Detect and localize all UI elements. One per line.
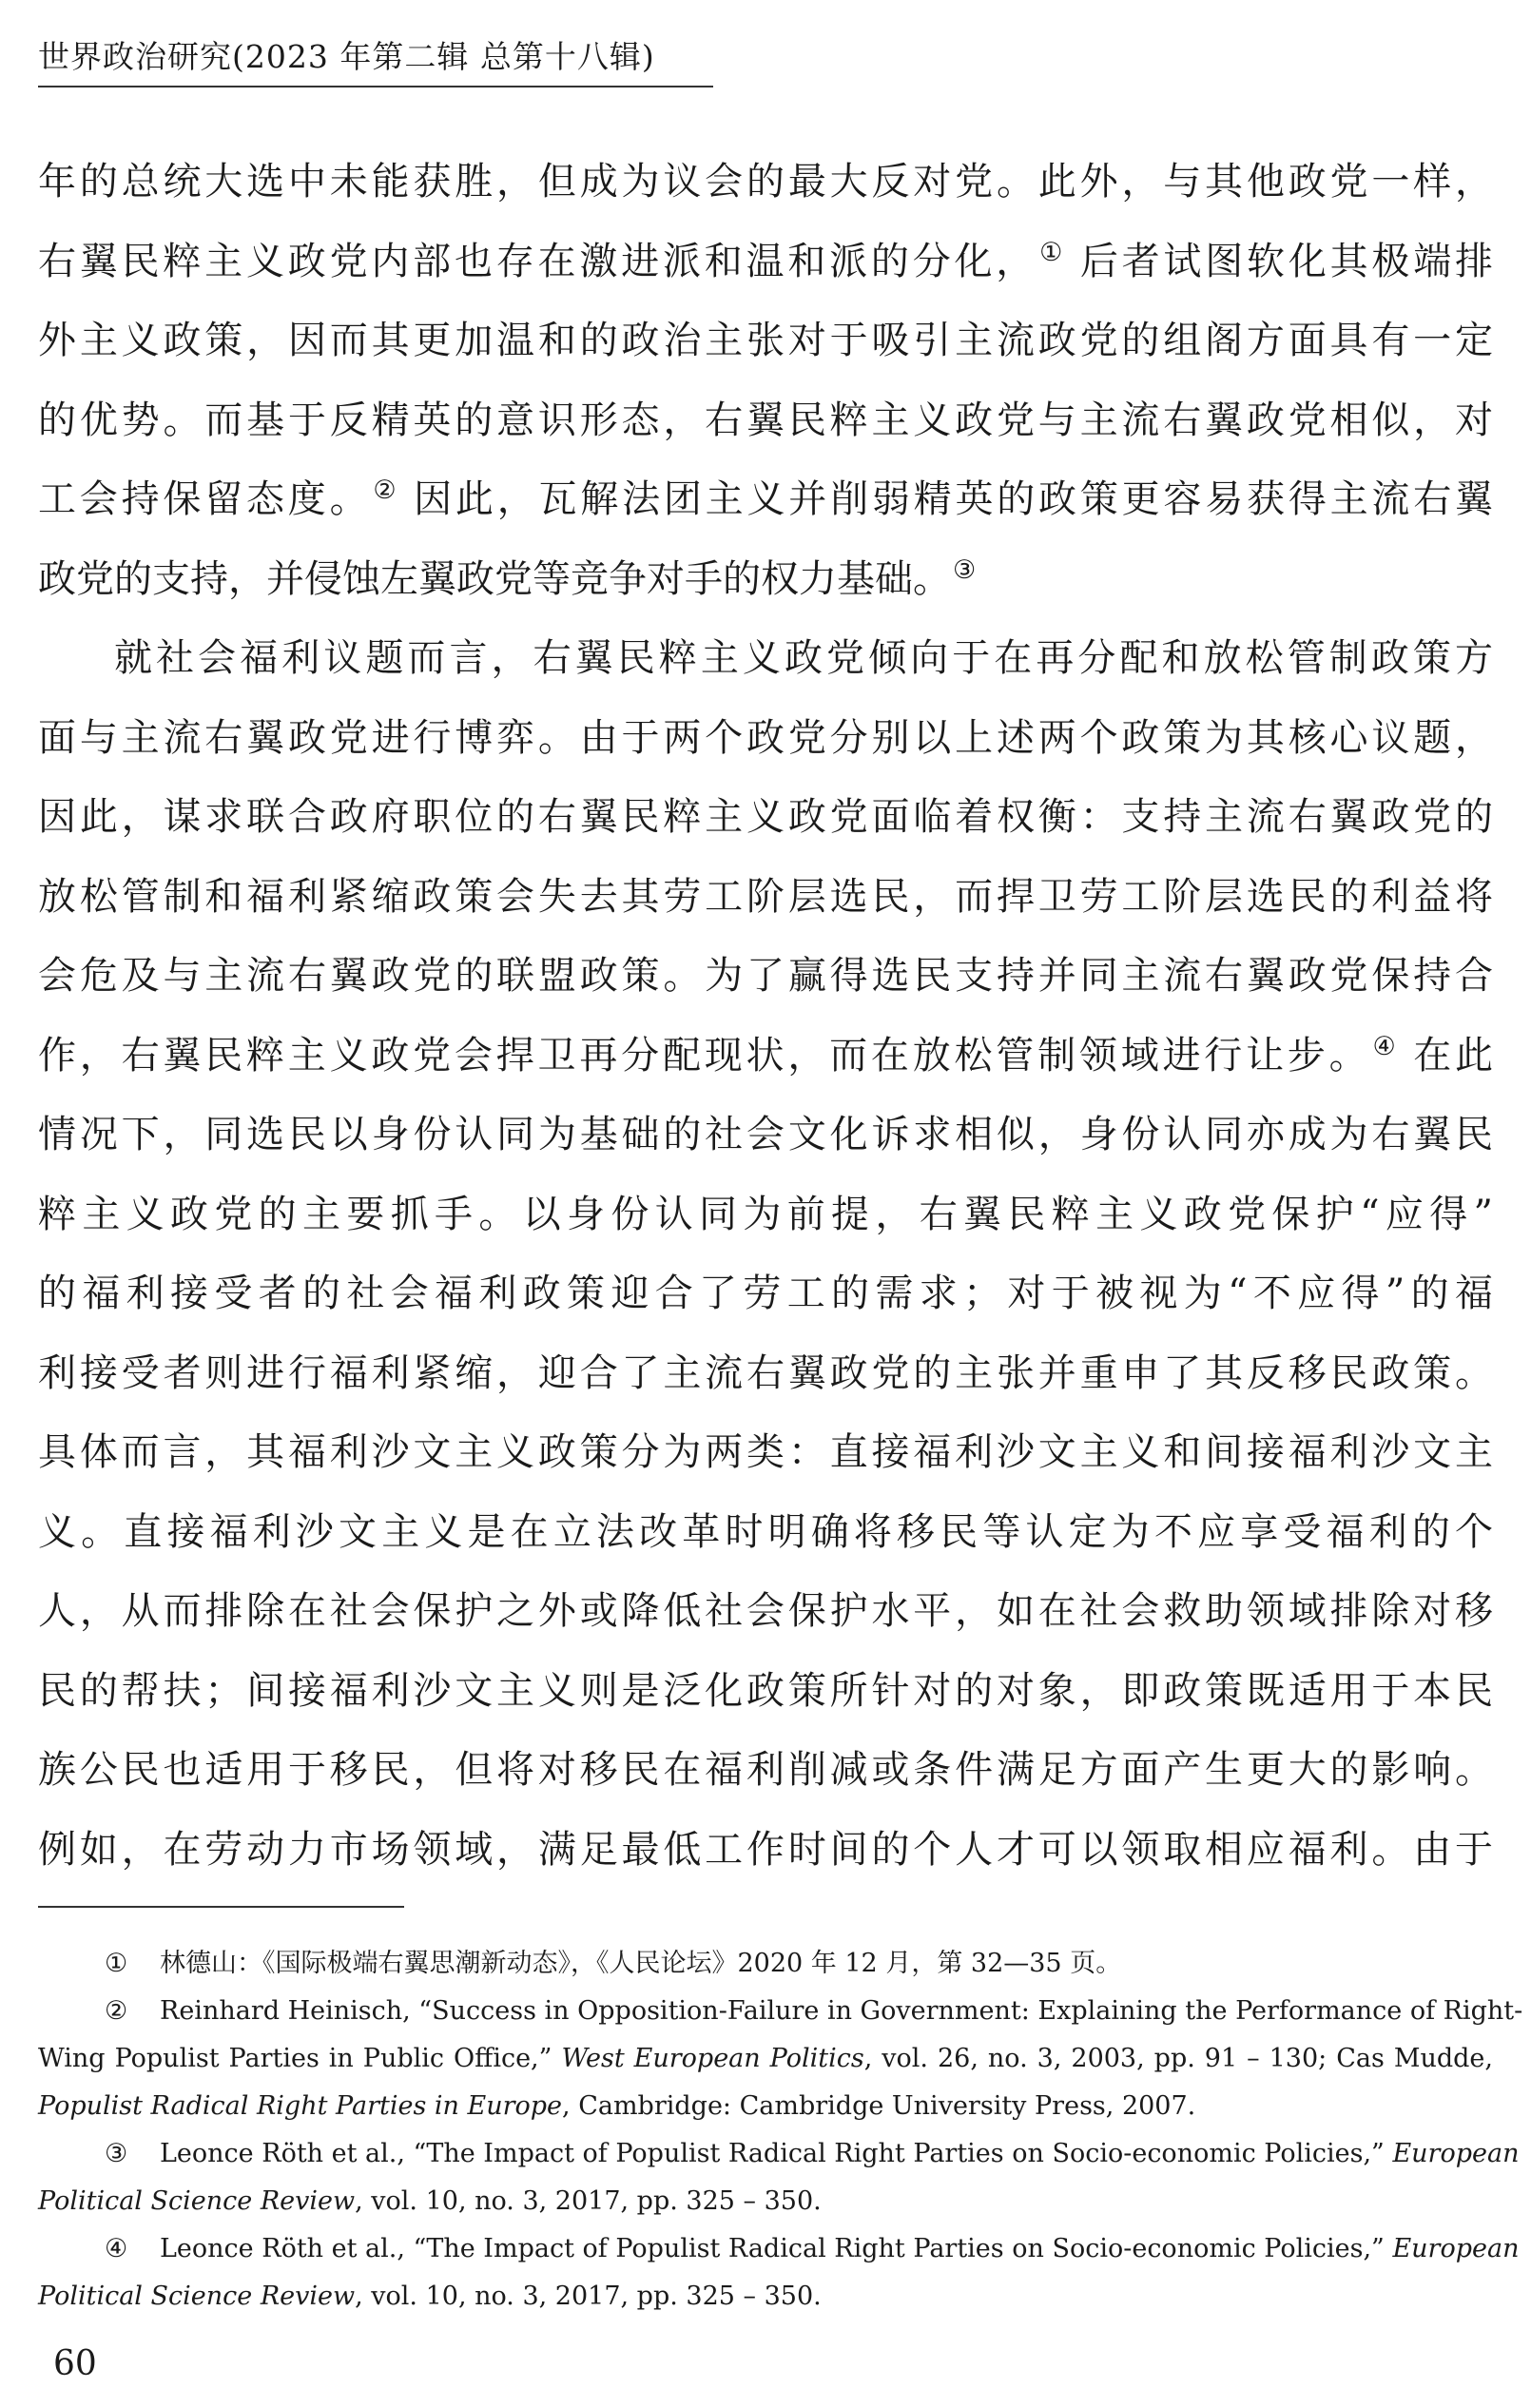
text-line: 粹主义政党的主要抓手。以身份认同为前提，右翼民粹主义政党保护“应得” [38,1192,1493,1236]
footnote-3: ③ Leonce Röth et al., “The Impact of Populist Radical Right Parties on Socio-economic Policies,” European [105,2139,1520,2168]
text-line: 外主义政策，因而其更加温和的政治主张对于吸引主流政党的组阁方面具有一定 [38,319,1493,362]
text-line: 例如，在劳动力市场领域，满足最低工作时间的个人才可以领取相应福利。由于 [38,1827,1493,1872]
header-rule [38,86,713,87]
footnotes [38,1940,1523,2321]
text-line: 面与主流右翼政党进行博弈。由于两个政党分别以上述两个政策为其核心议题， [38,715,1493,760]
text-line: 工会持保留态度。② 因此，瓦解法团主义并削弱精英的政策更容易获得主流右翼 [38,476,1494,521]
footnote-3-cont: Political Science Review, vol. 10, no. 3, 2017, pp. 325 – 350. [38,2186,822,2216]
footnote-ref-2[interactable]: ② [373,476,397,505]
text-line: 政党的支持，并侵蚀左翼政党等竞争对手的权力基础。③ [38,554,977,601]
text-line: 利接受者则进行福利紧缩，迎合了主流右翼政党的主张并重申了其反移民政策。 [38,1350,1493,1395]
text-line: 的优势。而基于反精英的意识形态，右翼民粹主义政党与主流右翼政党相似，对 [38,398,1493,442]
text-line: 年的总统大选中未能获胜，但成为议会的最大反对党。此外，与其他政党一样， [38,160,1493,204]
text-line: 族公民也适用于移民，但将对移民在福利削减或条件满足方面产生更大的影响。 [38,1748,1493,1792]
footnote-2: ② Reinhard Heinisch, “Success in Opposition-Failure in Government: Explaining the Performance of Right- [105,1996,1523,2026]
text-line: 人，从而排除在社会保护之外或降低社会保护水平，如在社会救助领域排除对移 [38,1589,1493,1633]
footnote-separator [38,1906,404,1908]
text-line: 会危及与主流右翼政党的联盟政策。为了赢得选民支持并同主流右翼政党保持合 [38,954,1493,998]
text-line: 具体而言，其福利沙文主义政策分为两类：直接福利沙文主义和间接福利沙文主 [38,1430,1493,1474]
page-number: 60 [53,2344,97,2383]
text-line: 右翼民粹主义政党内部也存在激进派和温和派的分化，① 后者试图软化其极端排 [38,237,1494,283]
footnote-2-cont: Populist Radical Right Parties in Europe, Cambridge: Cambridge University Press, 2007. [38,2091,1196,2121]
running-header: 世界政治研究(2023 年第二辑 总第十八辑) [38,38,655,75]
text-line: 的福利接受者的社会福利政策迎合了劳工的需求；对于被视为“不应得”的福 [38,1272,1493,1315]
footnote-ref-4[interactable]: ④ [1372,1031,1396,1061]
footnote-2-cont: Wing Populist Parties in Public Office,” West European Politics, vol. 26, no. 3, 2003, pp. 91 – 130; Cas Mudde, [38,2044,1493,2073]
text-line: 民的帮扶；间接福利沙文主义则是泛化政策所针对的对象，即政策既适用于本民 [38,1668,1493,1713]
text-line: 因此，谋求联合政府职位的右翼民粹主义政党面临着权衡：支持主流右翼政党的 [38,795,1493,839]
text-line: 作，右翼民粹主义政党会捍卫再分配现状，而在放松管制领域进行让步。④ 在此 [38,1031,1494,1078]
footnote-4-cont: Political Science Review, vol. 10, no. 3, 2017, pp. 325 – 350. [38,2282,822,2311]
text-line: 情况下，同选民以身份认同为基础的社会文化诉求相似，身份认同亦成为右翼民 [38,1113,1493,1156]
footnote-1: ① 林德山：《国际极端右翼思潮新动态》，《人民论坛》2020 年 12 月，第 32—35 页。 [105,1949,1122,1978]
footnote-4: ④ Leonce Röth et al., “The Impact of Populist Radical Right Parties on Socio-economic Policies,” European [105,2234,1520,2263]
main-text [38,143,1493,1890]
text-line: 义。直接福利沙文主义是在立法改革时明确将移民等认定为不应享受福利的个 [38,1509,1493,1554]
footnote-ref-3[interactable]: ③ [953,554,977,585]
text-line: 放松管制和福利紧缩政策会失去其劳工阶层选民，而捍卫劳工阶层选民的利益将 [38,874,1493,919]
text-line: 就社会福利议题而言，右翼民粹主义政党倾向于在再分配和放松管制政策方 [114,636,1493,680]
footnote-ref-1[interactable]: ① [1039,237,1063,267]
